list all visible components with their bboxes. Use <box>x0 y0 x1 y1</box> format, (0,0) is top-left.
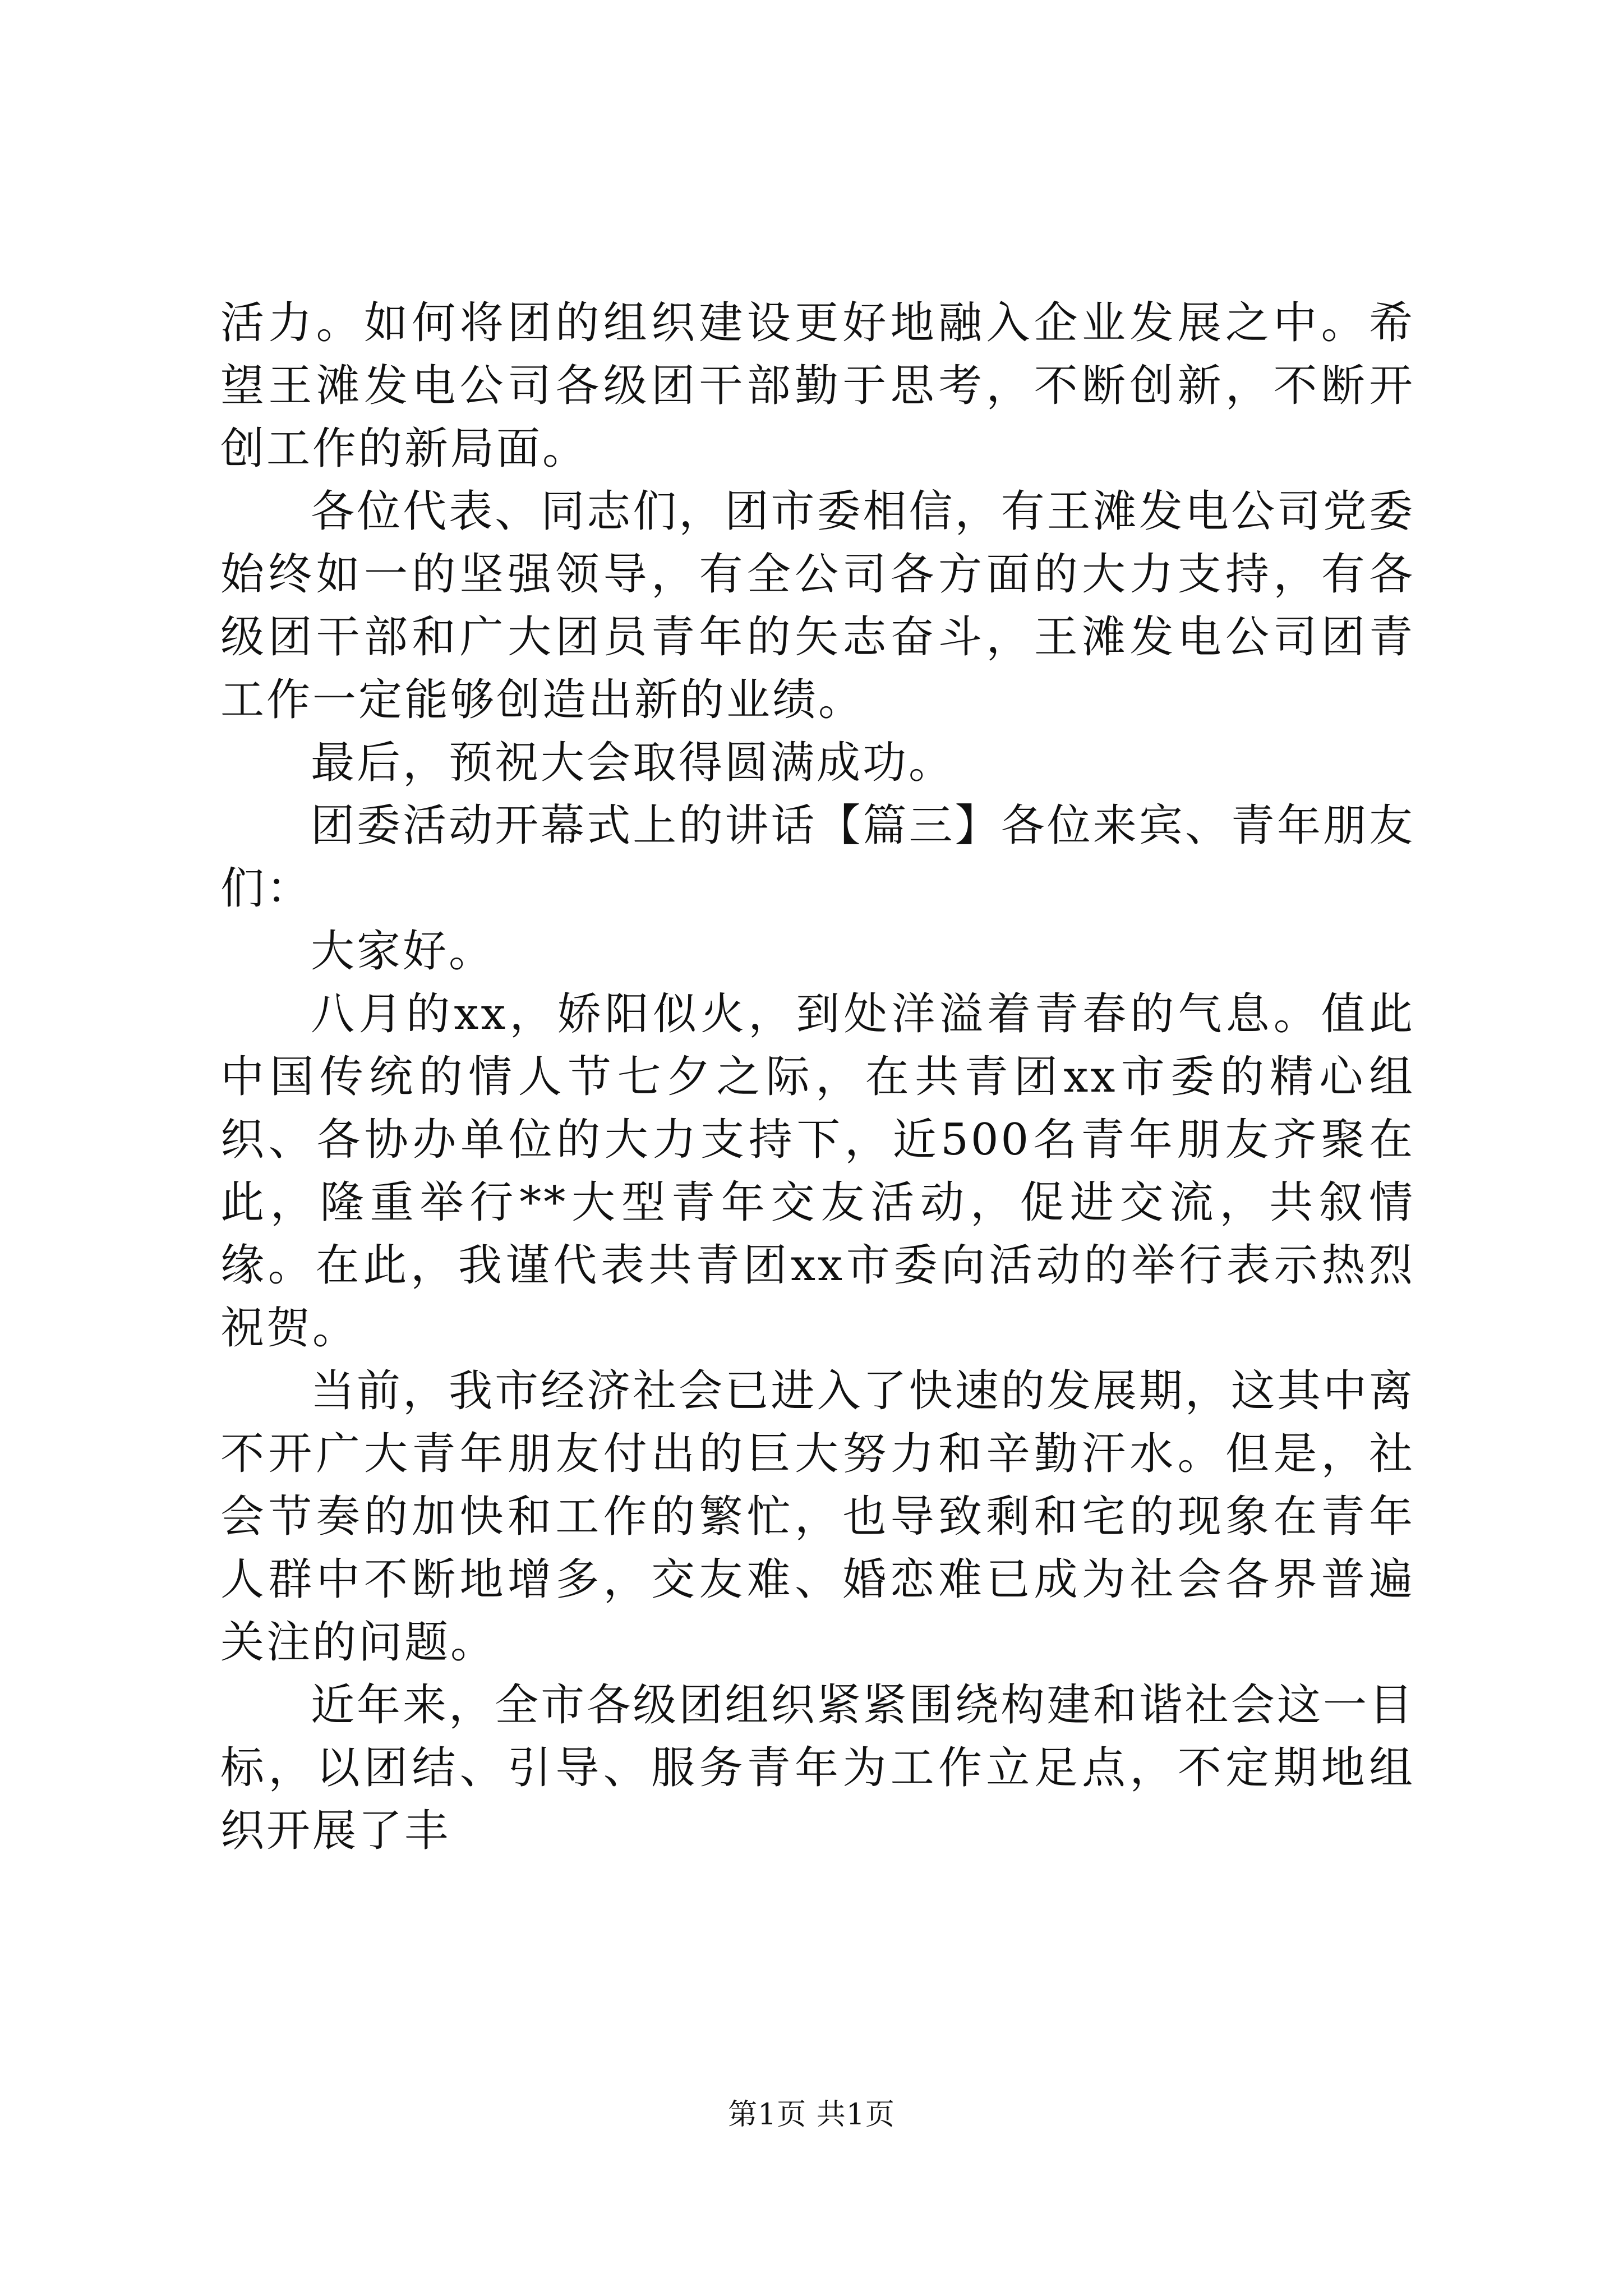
paragraph-1: 活力。如何将团的组织建设更好地融入企业发展之中。希望王滩发电公司各级团干部勤于思考，不断创新，不断开创工作的新局面。 <box>220 298 1415 474</box>
page-footer: 第1页 共1页 <box>728 2098 895 2132</box>
paragraph-4-section-title: 团委活动开幕式上的讲话【篇三】各位来宾、青年朋友们： <box>220 800 1415 914</box>
paragraph-6: 八月的xx，娇阳似火，到处洋溢着青春的气息。值此中国传统的情人节七夕之际，在共青团xx市委的精心组织、各协办单位的大力支持下，近500名青年朋友齐聚在此，隆重举行**大型青年交友活动，促进交流，共叙情缘。在此，我谨代表共青团xx市委向活动的举行表示热烈祝贺。 <box>220 989 1415 1354</box>
document-body <box>220 292 1415 1862</box>
paragraph-8: 近年来，全市各级团组织紧紧围绕构建和谐社会这一目标，以团结、引导、服务青年为工作立足点，不定期地组织开展了丰 <box>220 1680 1415 1856</box>
paragraph-7: 当前，我市经济社会已进入了快速的发展期，这其中离不开广大青年朋友付出的巨大努力和辛勤汗水。但是，社会节奏的加快和工作的繁忙，也导致剩和宅的现象在青年人群中不断地增多，交友难、婚恋难已成为社会各界普遍关注的问题。 <box>220 1366 1415 1668</box>
paragraph-2: 各位代表、同志们，团市委相信，有王滩发电公司党委始终如一的坚强领导，有全公司各方面的大力支持，有各级团干部和广大团员青年的矢志奋斗，王滩发电公司团青工作一定能够创造出新的业绩。 <box>220 486 1415 725</box>
paragraph-3: 最后，预祝大会取得圆满成功。 <box>311 738 955 788</box>
paragraph-5: 大家好。 <box>311 926 495 977</box>
